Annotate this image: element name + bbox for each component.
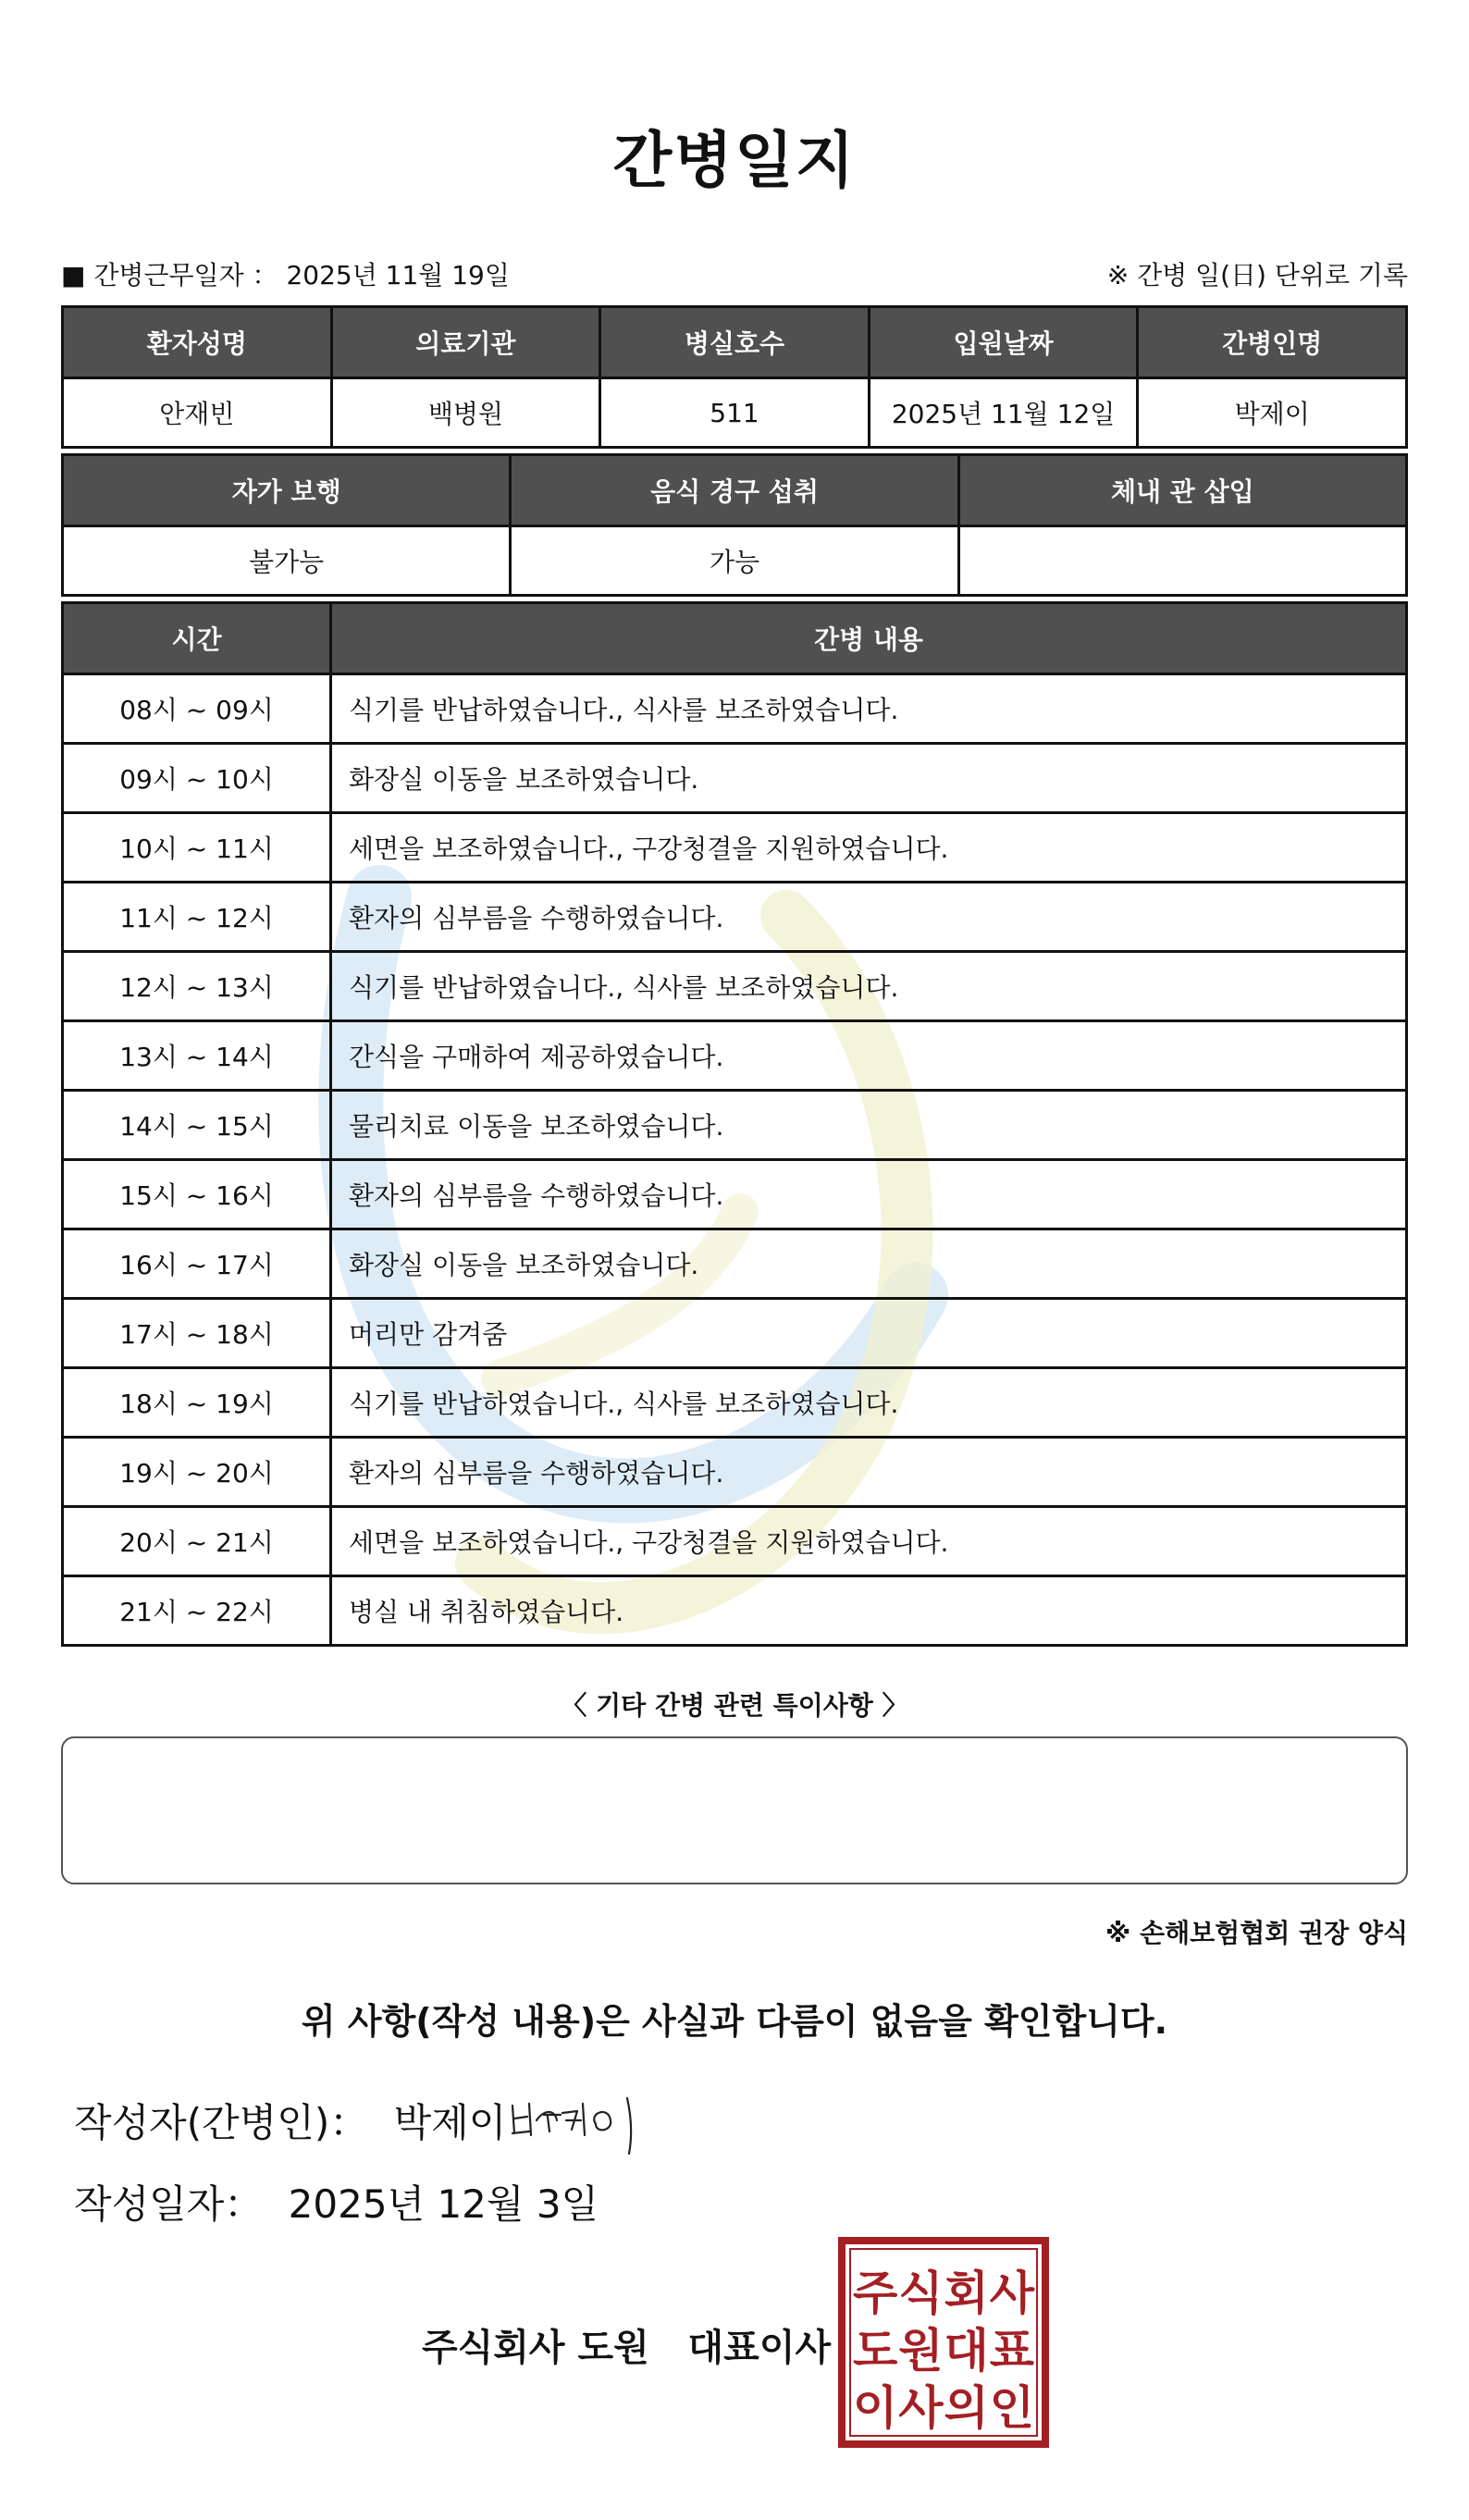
patient-info-header-row bbox=[63, 307, 1407, 378]
duty-date-line bbox=[61, 255, 510, 292]
company-representative: 주식회사 도원 대표이사 bbox=[422, 2327, 832, 2369]
table-row bbox=[63, 1021, 1407, 1091]
content-cell: 병실 내 취침하였습니다. bbox=[331, 1576, 1407, 1646]
time-cell: 08시 ~ 09시 bbox=[63, 674, 331, 744]
time-cell: 13시 ~ 14시 bbox=[63, 1021, 331, 1091]
header-admission-date: 입원날짜 bbox=[869, 307, 1138, 378]
unit-note: ※ 간병 일(日) 단위로 기록 bbox=[1106, 260, 1408, 290]
table-row bbox=[63, 1368, 1407, 1438]
care-log-table bbox=[61, 601, 1408, 1647]
oral-intake-cell: 가능 bbox=[511, 526, 958, 596]
status-header-row bbox=[63, 455, 1407, 526]
table-row bbox=[63, 1229, 1407, 1299]
content-cell: 세면을 보조하였습니다., 구강청결을 지원하였습니다. bbox=[331, 1507, 1407, 1576]
header-oral-intake: 음식 경구 섭취 bbox=[511, 455, 958, 526]
confirmation-statement: 위 사항(작성 내용)은 사실과 다름이 없음을 확인합니다. bbox=[301, 2001, 1168, 2042]
content-cell: 식기를 반납하였습니다., 식사를 보조하였습니다. bbox=[331, 1368, 1407, 1438]
author-name: 박제이 bbox=[393, 2100, 507, 2145]
time-cell: 09시 ~ 10시 bbox=[63, 744, 331, 813]
table-row bbox=[63, 1507, 1407, 1576]
table-row bbox=[63, 1576, 1407, 1646]
company-seal bbox=[838, 2237, 1049, 2448]
table-row bbox=[63, 1091, 1407, 1160]
notes-heading: 〈 기타 간병 관련 특이사항 〉 bbox=[561, 1690, 908, 1721]
patient-info-value-row bbox=[63, 378, 1407, 448]
patient-status-table bbox=[61, 453, 1408, 597]
time-cell: 11시 ~ 12시 bbox=[63, 883, 331, 952]
author-label: 작성자(간병인)： bbox=[74, 2100, 369, 2145]
table-row bbox=[63, 813, 1407, 883]
content-cell: 머리만 감겨줌 bbox=[331, 1299, 1407, 1368]
time-cell: 16시 ~ 17시 bbox=[63, 1229, 331, 1299]
time-cell: 19시 ~ 20시 bbox=[63, 1438, 331, 1507]
table-row bbox=[63, 883, 1407, 952]
author-line bbox=[74, 2093, 506, 2148]
header-tube-insertion: 체내 관 삽입 bbox=[958, 455, 1406, 526]
header-patient-name: 환자성명 bbox=[63, 307, 332, 378]
care-log-header-row bbox=[63, 603, 1407, 674]
content-cell: 화장실 이동을 보조하였습니다. bbox=[331, 1229, 1407, 1299]
table-row bbox=[63, 952, 1407, 1021]
table-row bbox=[63, 674, 1407, 744]
content-cell: 화장실 이동을 보조하였습니다. bbox=[331, 744, 1407, 813]
svg-text:도원대표: 도원대표 bbox=[853, 2324, 1034, 2378]
self-walking-cell: 불가능 bbox=[63, 526, 511, 596]
time-cell: 14시 ~ 15시 bbox=[63, 1091, 331, 1160]
admission-date-cell: 2025년 11월 12일 bbox=[869, 378, 1138, 448]
institution-cell: 백병원 bbox=[331, 378, 600, 448]
caregiver-name-cell: 박제이 bbox=[1138, 378, 1407, 448]
header-self-walking: 자가 보행 bbox=[63, 455, 511, 526]
notes-box bbox=[61, 1736, 1408, 1884]
table-row bbox=[63, 1299, 1407, 1368]
table-row bbox=[63, 1160, 1407, 1229]
header-care-content: 간병 내용 bbox=[331, 603, 1407, 674]
patient-info-table bbox=[61, 305, 1408, 449]
status-value-row bbox=[63, 526, 1407, 596]
time-cell: 20시 ~ 21시 bbox=[63, 1507, 331, 1576]
content-cell: 식기를 반납하였습니다., 식사를 보조하였습니다. bbox=[331, 674, 1407, 744]
svg-text:주식회사: 주식회사 bbox=[853, 2267, 1034, 2320]
content-cell: 환자의 심부름을 수행하였습니다. bbox=[331, 1438, 1407, 1507]
page-title: 간병일지 bbox=[612, 125, 857, 196]
content-cell: 식기를 반납하였습니다., 식사를 보조하였습니다. bbox=[331, 952, 1407, 1021]
content-cell: 환자의 심부름을 수행하였습니다. bbox=[331, 1160, 1407, 1229]
time-cell: 18시 ~ 19시 bbox=[63, 1368, 331, 1438]
duty-date-label: ■ 간병근무일자 ： bbox=[61, 260, 278, 290]
time-cell: 21시 ~ 22시 bbox=[63, 1576, 331, 1646]
tube-insertion-cell bbox=[958, 526, 1406, 596]
room-number-cell: 511 bbox=[600, 378, 870, 448]
patient-name-cell: 안재빈 bbox=[63, 378, 332, 448]
table-row bbox=[63, 744, 1407, 813]
content-cell: 간식을 구매하여 제공하였습니다. bbox=[331, 1021, 1407, 1091]
written-date-line bbox=[74, 2174, 599, 2230]
header-room-number: 병실호수 bbox=[600, 307, 870, 378]
form-reference-note: ※ 손해보험협회 권장 양식 bbox=[1105, 1918, 1408, 1948]
svg-text:이사의인: 이사의인 bbox=[853, 2381, 1034, 2435]
time-cell: 10시 ~ 11시 bbox=[63, 813, 331, 883]
time-cell: 15시 ~ 16시 bbox=[63, 1160, 331, 1229]
duty-date-value: 2025년 11월 19일 bbox=[286, 260, 510, 290]
header-institution: 의료기관 bbox=[331, 307, 600, 378]
header-caregiver-name: 간병인명 bbox=[1138, 307, 1407, 378]
written-date-label: 작성일자： bbox=[74, 2181, 264, 2227]
time-cell: 17시 ~ 18시 bbox=[63, 1299, 331, 1368]
handwritten-signature bbox=[507, 2093, 646, 2157]
content-cell: 환자의 심부름을 수행하였습니다. bbox=[331, 883, 1407, 952]
header-time: 시간 bbox=[63, 603, 331, 674]
content-cell: 세면을 보조하였습니다., 구강청결을 지원하였습니다. bbox=[331, 813, 1407, 883]
written-date-value: 2025년 12월 3일 bbox=[288, 2181, 599, 2227]
content-cell: 물리치료 이동을 보조하였습니다. bbox=[331, 1091, 1407, 1160]
table-row bbox=[63, 1438, 1407, 1507]
time-cell: 12시 ~ 13시 bbox=[63, 952, 331, 1021]
